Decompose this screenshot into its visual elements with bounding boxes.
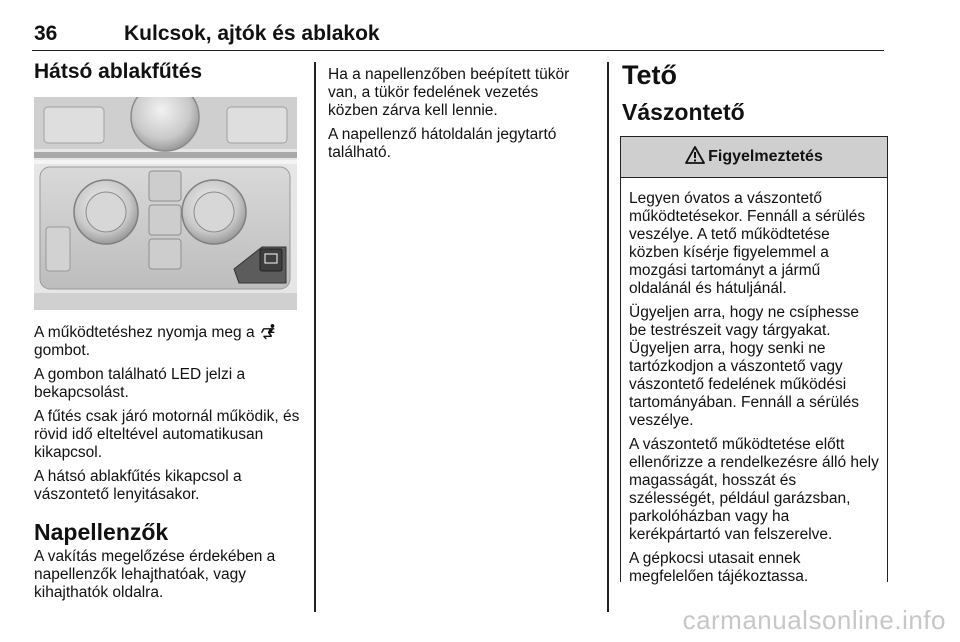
section-title-roof: Tető <box>622 60 677 90</box>
subsection-title-soft-top: Vászontető <box>622 99 745 125</box>
paragraph: A vakítás megelőzése érdekében a napellenzők lehajthatóak, vagy kihajthatók oldalra. <box>34 548 276 601</box>
dashboard-photo <box>34 97 297 310</box>
column-1-text <box>34 324 300 608</box>
paragraph: A működtetéshez nyomja meg a 🮲 gombot. <box>34 324 275 359</box>
section-title-rear-defroster: Hátsó ablakfűtés <box>34 60 203 83</box>
warning-title: Figyelmeztetés <box>708 148 823 165</box>
paragraph: A napellenző hátoldalán jegytartó található. <box>328 126 557 161</box>
warning-box <box>620 136 888 585</box>
paragraph: Ügyeljen arra, hogy ne csíphesse be testrészeit vagy tárgyakat. Ügyeljen arra, hogy senki ne tartózkodjon a vászontető vagy vászontető fedelének működési tartományában. Fennáll a sérülés veszélye. <box>629 304 860 429</box>
paragraph: A fűtés csak járó motornál működik, és rövid idő elteltével automatikusan kikapcsol. <box>34 408 300 461</box>
paragraph: A gombon található LED jelzi a bekapcsolást. <box>34 366 246 401</box>
warning-triangle-icon <box>685 146 705 169</box>
watermark: carmanualsonline.info <box>682 605 946 635</box>
page-number: 36 <box>34 22 58 45</box>
paragraph: A gépkocsi utasait ennek megfelelően tájékoztassa. <box>629 550 809 585</box>
paragraph: A vászontető működtetése előtt ellenőrizze a rendelkezésre álló hely magasságát, hosszát és szélességét, például garázsban, parkolóházban vagy ha kerékpártartó van felszerelve. <box>629 436 879 543</box>
warning-header <box>621 136 887 178</box>
page-header <box>32 14 884 51</box>
paragraph: Ha a napellenzőben beépített tükör van, a tükör fedelének vezetés közben zárva kell lennie. <box>328 66 570 119</box>
column-2 <box>328 66 592 168</box>
column-1 <box>34 60 298 84</box>
column-3 <box>622 60 886 126</box>
paragraph: Legyen óvatos a vászontető működtetésekor. Fennáll a sérülés veszélye. A tető működtetése közben kísérje figyelemmel a mozgási tartományt a jármű oldalánál és hátuljánál. <box>629 190 866 297</box>
paragraph: A hátsó ablakfűtés kikapcsol a vászontető lenyitásakor. <box>34 468 242 503</box>
warning-body <box>621 178 887 586</box>
column-divider <box>607 62 609 612</box>
chapter-title: Kulcsok, ajtók és ablakok <box>124 22 380 45</box>
section-title-sun-visors: Napellenzők <box>34 519 169 545</box>
column-divider <box>314 62 316 612</box>
